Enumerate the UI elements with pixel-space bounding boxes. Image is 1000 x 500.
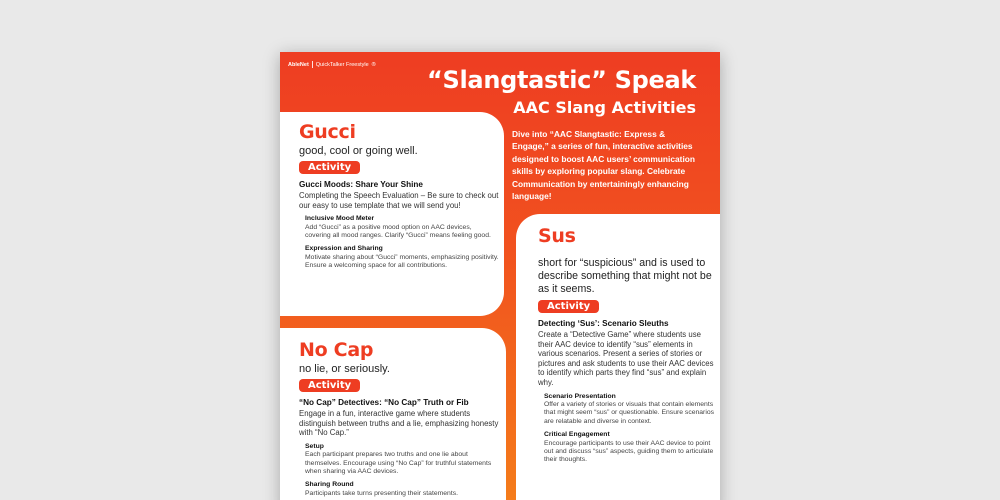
- gucci-card: [280, 112, 504, 316]
- sus-meaning: short for “suspicious” and is used to describe something that might not be as it seems.: [538, 257, 712, 295]
- nocap-activity-body: Engage in a fun, interactive game where students distinguish between truths and a lie, emphasizing honesty with “No Cap.”: [299, 409, 499, 438]
- sus-activity-badge: Activity: [538, 300, 599, 313]
- brand-product: QuickTalker Freestyle: [315, 61, 369, 68]
- sus-section: [544, 431, 718, 465]
- sus-section-body: Offer a variety of stories or visuals that contain elements that might seem “sus” or questionable. Ensure scenarios are relatable and diverse in context.: [544, 400, 715, 425]
- gucci-word: Gucci: [299, 121, 356, 143]
- gucci-activity-badge: Activity: [299, 161, 360, 174]
- sus-card: [516, 214, 720, 500]
- page-title: “Slangtastic” Speak: [427, 66, 696, 94]
- sus-word: Sus: [538, 225, 576, 247]
- nocap-section-title: Sharing Round: [305, 481, 354, 489]
- nocap-section-title: Setup: [305, 442, 324, 450]
- gucci-section-title: Inclusive Mood Meter: [305, 215, 375, 223]
- nocap-word: No Cap: [299, 339, 374, 361]
- sus-activity-title: Detecting ‘Sus’: Scenario Sleuths: [538, 319, 669, 328]
- nocap-section: [305, 443, 503, 477]
- gucci-section-body: Add “Gucci” as a positive mood option on AAC devices, covering all mood ranges. Clarify “Gucci” means feeling good.: [305, 223, 491, 239]
- nocap-section-body: Participants take turns presenting their statements.: [305, 489, 459, 497]
- flyer-sheet: [280, 52, 720, 500]
- sus-activity-body: Create a “Detective Game” where students use their AAC device to identify “sus” elements in various scenarios. Present a series of stories or pictures and ask students to use their AAC devices to identify which parts they find “sus” and explain why.: [538, 330, 714, 387]
- brand-registered-mark: ®: [371, 61, 376, 68]
- gucci-meaning: good, cool or going well.: [299, 145, 418, 157]
- nocap-meaning: no lie, or seriously.: [299, 363, 390, 375]
- gucci-activity-body: Completing the Speech Evaluation – Be sure to check out our easy to use template that we will send you!: [299, 191, 499, 210]
- nocap-activity-title: “No Cap” Detectives: “No Cap” Truth or Fib: [299, 398, 469, 407]
- nocap-card: [280, 328, 506, 500]
- brand-bar: [288, 61, 376, 68]
- nocap-section-body: Each participant prepares two truths and one lie about themselves. Encourage using “No Cap” for truthful statements when sharing via AAC devices.: [305, 451, 492, 475]
- brand-company: AbleNet: [288, 61, 309, 68]
- gucci-activity-title: Gucci Moods: Share Your Shine: [299, 180, 423, 189]
- brand-divider: [312, 61, 313, 68]
- sus-section-title: Scenario Presentation: [544, 392, 616, 400]
- nocap-section: [305, 481, 503, 498]
- page-subtitle: AAC Slang Activities: [513, 98, 696, 117]
- gucci-section-title: Expression and Sharing: [305, 245, 383, 253]
- gucci-section-body: Motivate sharing about “Gucci” moments, emphasizing positivity. Ensure a welcoming space for all contributions.: [305, 253, 499, 270]
- gucci-section: [305, 245, 499, 270]
- sus-section-body: Encourage participants to use their AAC device to point out and discuss “sus” aspects, guiding them to articulate their thoughts.: [544, 439, 714, 464]
- gucci-section: [305, 215, 499, 240]
- sus-section: [544, 393, 718, 427]
- intro-text: Dive into “AAC Slangtastic: Express & Engage,” a series of fun, interactive activities designed to boost AAC users’ communication skills by exploring popular slang. Celebrate Communication by entertainingly enhancing language!: [512, 129, 696, 202]
- sus-section-title: Critical Engagement: [544, 431, 610, 439]
- nocap-activity-badge: Activity: [299, 379, 360, 392]
